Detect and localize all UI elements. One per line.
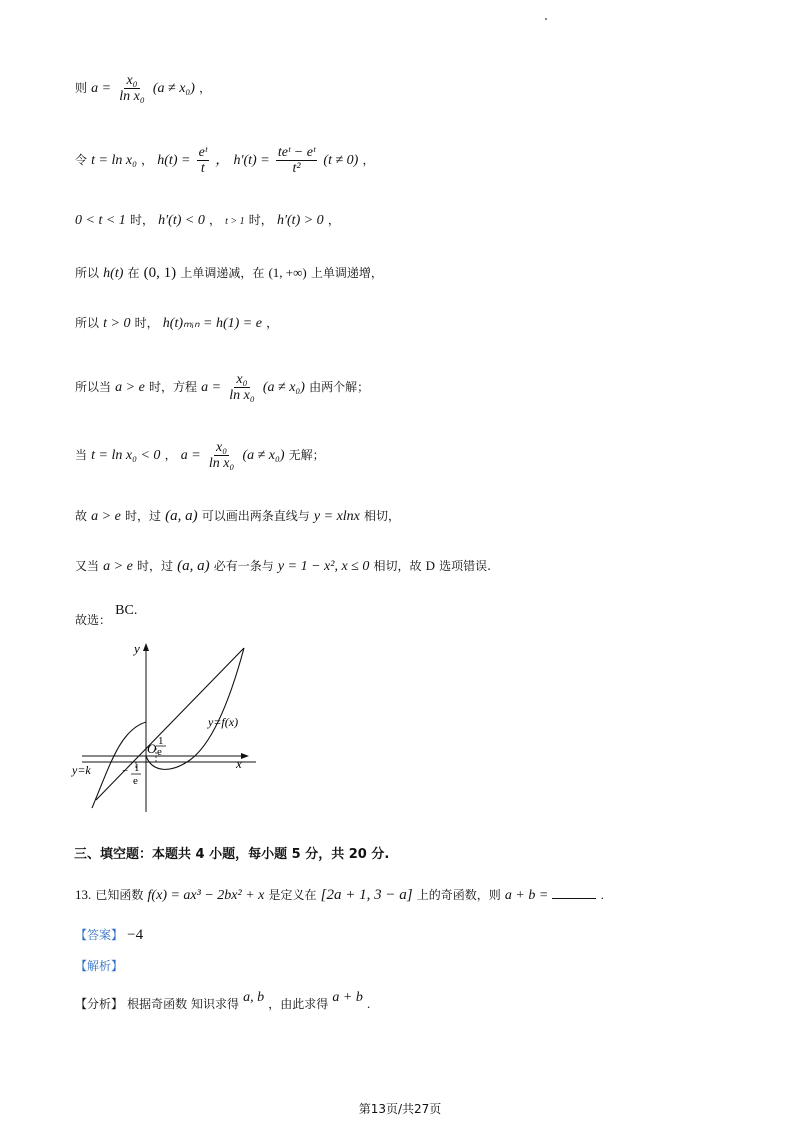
math: a = [201,380,222,395]
line-option-d-wrong [75,556,491,577]
math: h′(t) > 0 [276,213,324,228]
math: h(t) [103,266,124,281]
math: a > e [115,380,145,395]
fraction [117,73,146,104]
text: 时，过 [124,509,161,523]
text: 无解； [288,448,325,462]
math: (1, +∞) [268,265,307,280]
line-minimum [75,313,278,334]
line-choose [75,600,137,626]
answer-blank [552,886,596,899]
line-no-solution [75,440,325,471]
text: 在 [127,266,140,280]
fraction [207,440,236,471]
math: h′(t) = [233,153,270,168]
text: 所以 [75,266,100,280]
function-graph [70,640,260,820]
numerator: x₀ [236,372,248,387]
denominator: t [200,161,205,176]
text: ， [362,153,375,167]
question-number: 13. [75,887,92,902]
math: (0, 1) [143,265,177,281]
math: (a ≠ x₀) [152,81,195,96]
text: ， [164,448,177,462]
text: 令 [75,153,88,167]
text: ， [208,213,221,227]
text: 所以 [75,316,100,330]
answer-line [75,925,143,946]
math: a + b = [504,888,549,903]
math: (a ≠ x₀) [262,380,305,395]
math: t > 1 [225,216,245,227]
text: ，由此求得 [268,997,329,1011]
math: (t ≠ 0) [323,153,359,168]
fraction [227,372,256,403]
math: a > e [103,559,133,574]
page-footer: 第13页/共27页 [358,1102,442,1116]
math: D [425,558,436,573]
answer-value: −4 [127,927,144,943]
denominator: ln x₀ [229,388,255,403]
curve-label: y=f(x) [208,715,239,729]
text: 选项错误. [439,559,491,573]
question-13 [75,885,604,906]
analysis-line [75,956,123,977]
text: ， [141,153,154,167]
math: t > 0 [103,316,131,331]
tick-neg-denominator: e [133,775,138,787]
origin-label: O [147,741,157,756]
math: a, b [243,990,265,1005]
x-axis-label: x [236,756,242,771]
text: 当 [75,448,88,462]
text: ， [266,316,279,330]
tick-pos-numerator: 1 [158,735,164,747]
text: 时， [129,213,154,227]
numerator: teᵗ − eᵗ [277,145,316,160]
text: 相切， [364,509,401,523]
math: (a, a) [165,508,198,524]
text: 上的奇函数，则 [416,888,501,902]
math: h(t) = [157,153,191,168]
text: 可以画出两条直线与 [201,509,310,523]
text: 时， [248,213,273,227]
line-derivative-sign [75,210,340,232]
text: 上单调递增， [310,266,383,280]
math: a = [91,81,112,96]
line-two-solutions [75,372,369,403]
tick-neg-numerator: 1 [134,762,140,774]
math: a > e [91,509,121,524]
fraction [276,145,317,176]
math: (a, a) [177,558,210,574]
text: 时，过 [136,559,173,573]
text: 已知函数 [95,888,144,902]
math: h(t)ₘᵢₙ = h(1) = e [162,316,262,331]
section-title: 三、填空题：本题共 4 小题，每小题 5 分，共 20 分. [74,847,390,862]
denominator: ln x₀ [208,456,235,471]
math: [2a + 1, 3 − a] [320,887,413,903]
tick-pos-denominator: e [157,746,162,758]
fenxi-tag: 【分析】 [75,997,124,1011]
math: y = 1 − x², x ≤ 0 [277,559,370,574]
numerator: x₀ [216,440,228,455]
x-axis-arrow [241,753,249,759]
fenxi-line [75,990,371,1015]
line-two-tangents [75,506,400,527]
text: 则 [75,81,88,95]
tick-neg-sign: − [122,765,129,777]
line-monotonic [75,263,383,284]
y-axis-label: y [134,641,140,656]
text: 时，方程 [148,380,197,394]
fraction [197,145,210,176]
math: f(x) = ax³ − 2bx² + x [147,888,265,903]
text: ， [199,81,212,95]
numerator: x₀ [126,73,138,88]
text: . [600,887,604,902]
math: a = [180,448,201,463]
math: a + b [332,990,363,1005]
analysis-tag: 【解析】 [75,959,124,973]
denominator: ln x₀ [119,89,145,104]
text: 由两个解； [309,380,370,394]
text: 时， [134,316,159,330]
numerator: eᵗ [198,145,208,160]
line-substitution [75,145,374,176]
text: 是定义在 [268,888,317,902]
text: ， [327,213,340,227]
answer-tag: 【答案】 [75,928,124,942]
text: 根据奇函数 知识求得 [127,997,239,1011]
line-label: y=k [72,763,91,777]
math: t = ln x₀ < 0 [91,448,161,463]
line-a-equals [75,73,211,104]
text: 上单调递减，在 [180,266,265,280]
text: 故选： [75,613,112,627]
text: 相切，故 [373,559,422,573]
answer-text: BC. [115,603,138,618]
text: 必有一条与 [213,559,274,573]
denominator: t² [292,161,301,176]
text: 又当 [75,559,100,573]
math: 0 < t < 1 [75,213,126,228]
math: t = ln x₀ [91,153,137,168]
scan-dot [545,18,547,20]
text: 故 [75,509,88,523]
math: (a ≠ x₀) [242,448,285,463]
text: 所以当 [75,380,112,394]
text: . [367,996,371,1011]
math: h′(t) < 0 [158,213,205,228]
y-axis-arrow [143,643,149,651]
math: y = xlnx [313,509,360,524]
math: ， [215,153,230,168]
